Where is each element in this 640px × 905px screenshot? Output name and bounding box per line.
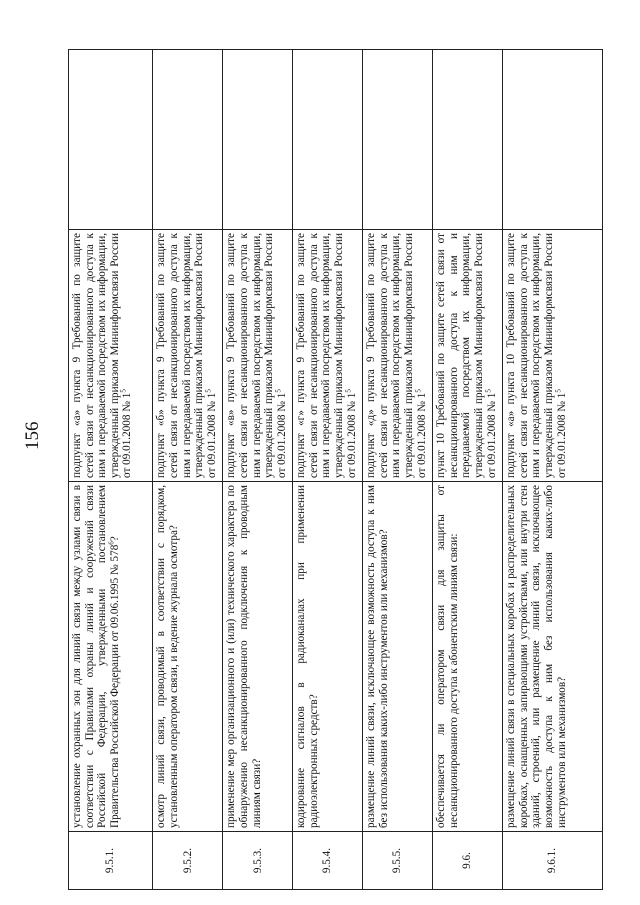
- reference-text: подпункт «а» пункта 10 Требований по защите сетей связи от несанкционированного доступа к ним и передаваемой посредством их информации, утвержденный приказом Мининформсвязи России от 09.01.2008 № 1: [505, 233, 568, 478]
- reference-footnote-mark: 5: [273, 389, 282, 393]
- reference-text: подпункт «б» пункта 9 Требований по защите сетей связи от несанкционированного доступа к ним и передаваемой посредством их информации, утвержденный приказом Мининформсвязи России от 09.01.2008 № 1: [155, 233, 218, 478]
- table-row: [153, 50, 223, 890]
- requirement-description: [503, 482, 603, 832]
- requirement-description: [223, 482, 293, 832]
- reference-footnote-mark: 5: [413, 389, 422, 393]
- requirement-description: [433, 482, 503, 832]
- requirement-description: [363, 482, 433, 832]
- row-number: 9.5.2.: [153, 832, 223, 890]
- description-text: применение мер организационного и (или) технического характера по обнаружению несанкционированного подключения к проводным линиям связи?: [225, 485, 263, 828]
- reference-footnote-mark: 5: [553, 389, 562, 393]
- reference-text: подпункт «а» пункта 9 Требований по защите сетей связи от несанкционированного доступа к ним и передаваемой посредством их информации, утвержденный приказом Мининформсвязи России от 09.01.2008 № 1: [71, 233, 134, 478]
- reference-footnote-mark: 5: [343, 389, 352, 393]
- description-tail: ?: [108, 536, 121, 542]
- table-row: [293, 50, 363, 890]
- requirement-description: [293, 482, 363, 832]
- table-row: [223, 50, 293, 890]
- blank-cell: [363, 50, 433, 230]
- blank-cell: [69, 50, 153, 230]
- reference-footnote-mark: 5: [204, 389, 213, 393]
- reference-text: подпункт «д» пункта 9 Требований по защите сетей связи от несанкционированного доступа к ним и передаваемой посредством их информации, утвержденный приказом Мининформсвязи России от 09.01.2008 № 1: [365, 233, 428, 478]
- legal-reference: [223, 230, 293, 482]
- legal-reference: [503, 230, 603, 482]
- description-text: осмотр линий связи, проводимый в соответствии с порядком, установленным оператором связи, и ведение журнала осмотра?: [155, 485, 180, 828]
- description-footnote-mark: 6: [107, 541, 116, 545]
- reference-footnote-mark: 5: [119, 389, 128, 393]
- table-row: [69, 50, 153, 890]
- page-number: 156: [22, 421, 43, 450]
- blank-cell: [153, 50, 223, 230]
- legal-reference: [363, 230, 433, 482]
- description-text: кодирование сигналов в радиоканалах при применении радиоэлектронных средств?: [295, 485, 320, 828]
- row-number: 9.5.3.: [223, 832, 293, 890]
- description-text: установление охранных зон для линий связи между узлами связи в соответствии с Правилами охраны линий и сооружений связи Российской Федерации, утвержденными постановлением Правительства Российской Федерации от 09.06.1995 № 578: [71, 485, 121, 828]
- reference-text: подпункт «г» пункта 9 Требований по защите сетей связи от несанкционированного доступа к ним и передаваемой посредством их информации, утвержденный приказом Мининформсвязи России от 09.01.2008 № 1: [295, 233, 358, 478]
- blank-cell: [223, 50, 293, 230]
- table-row: [363, 50, 433, 890]
- blank-cell: [433, 50, 503, 230]
- description-text: размещение линий связи в специальных коробах и распределительных коробках, оснащенных запирающими устройствами, или внутри стен зданий, строений, или размещение линий связи, исключающее возможность доступа к ним без использования каких-либо инструментов или механизмов?: [505, 485, 568, 828]
- legal-reference: [293, 230, 363, 482]
- requirement-description: [69, 482, 153, 832]
- reference-text: подпункт «в» пункта 9 Требований по защите сетей связи от несанкционированного доступа к ним и передаваемой посредством их информации, утвержденный приказом Мининформсвязи России от 09.01.2008 № 1: [225, 233, 288, 478]
- requirement-description: [153, 482, 223, 832]
- table-row: [503, 50, 603, 890]
- legal-reference: [153, 230, 223, 482]
- rotated-page: [22, 50, 603, 890]
- row-number: 9.5.5.: [363, 832, 433, 890]
- reference-footnote-mark: 5: [483, 389, 492, 393]
- reference-text: пункт 10 Требований по защите сетей связи от несанкционированного доступа к ним и передаваемой посредством их информации, утвержденный приказом Мининформсвязи России от 09.01.2008 № 1: [435, 233, 498, 478]
- row-number: 9.5.1.: [69, 832, 153, 890]
- description-text: обеспечивается ли оператором связи для защиты от несанкционированного доступа к абонентским линиям связи:: [435, 485, 460, 828]
- table-row: [433, 50, 503, 890]
- description-text: размещение линий связи, исключающее возможность доступа к ним без использования каких-либо инструментов или механизмов?: [365, 485, 390, 828]
- row-number: 9.6.1.: [503, 832, 603, 890]
- row-number: 9.6.: [433, 832, 503, 890]
- table-body: [69, 50, 603, 890]
- legal-reference: [433, 230, 503, 482]
- blank-cell: [293, 50, 363, 230]
- requirements-table: [68, 49, 603, 890]
- legal-reference: [69, 230, 153, 482]
- row-number: 9.5.4.: [293, 832, 363, 890]
- blank-cell: [503, 50, 603, 230]
